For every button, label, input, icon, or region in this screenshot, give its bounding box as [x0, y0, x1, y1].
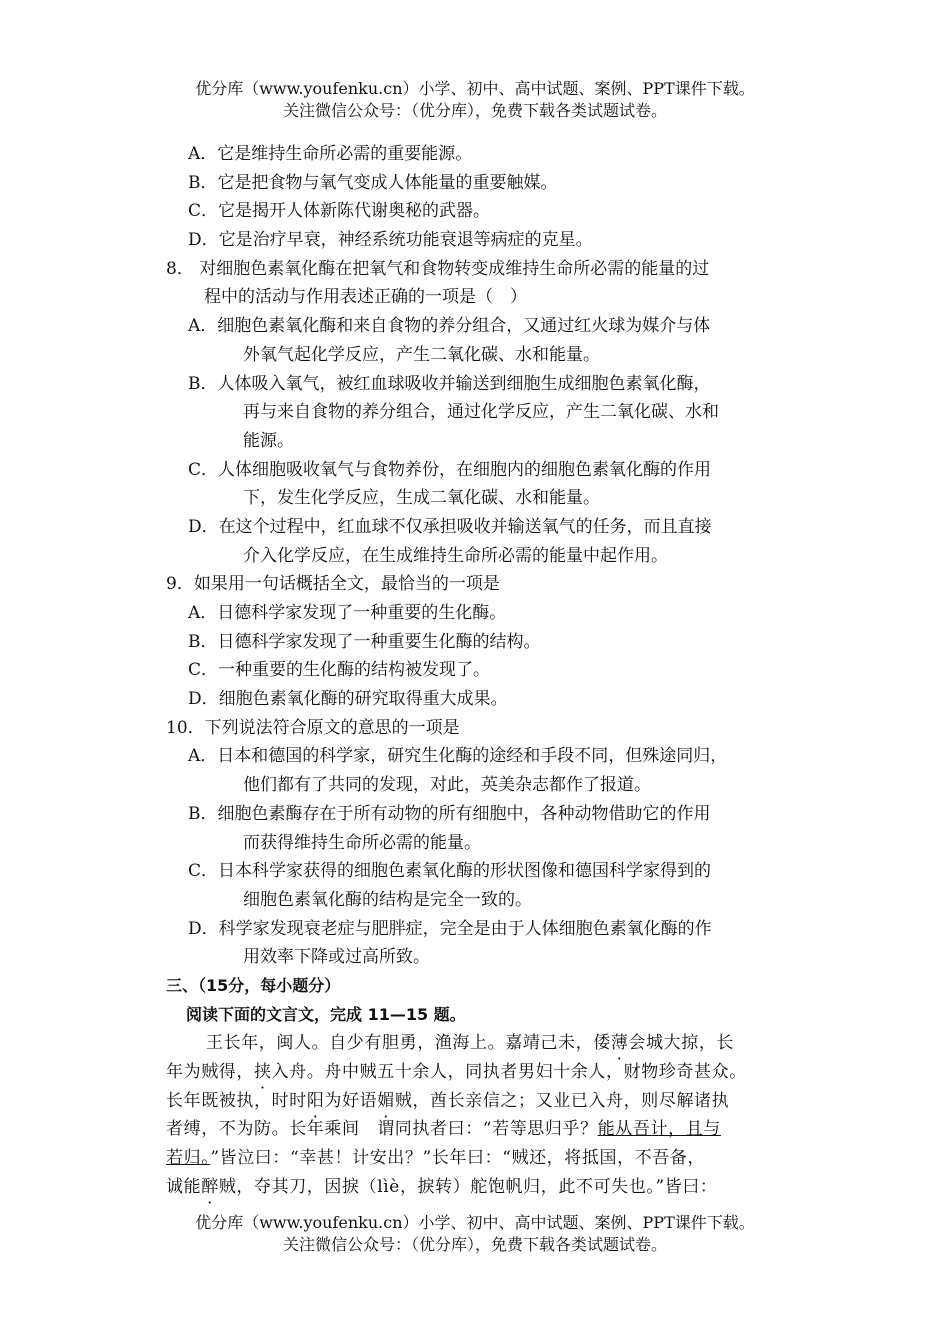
q9-option-a: A．日德科学家发现了一种重要的生化酶。 [188, 603, 507, 623]
underlined-sentence: 若归。 [166, 1148, 211, 1169]
document-body [166, 140, 796, 1201]
q10-option-b-line-2: 而获得维持生命所必需的能量。 [243, 832, 481, 853]
passage-text: 者缚，不为防。长年乘间 谓同执者曰：“若等思归乎？ [166, 1119, 598, 1140]
passage-text: 入舟。舟中贼五十余人，同执者男妇十余人，财物珍奇甚众。 [271, 1062, 747, 1082]
q9-option-b: B．日德科学家发现了一种重要生化酶的结构。 [188, 631, 541, 652]
emphasis-dot-char: 媚 [377, 1090, 395, 1111]
q8-option-d-line-1: D．在这个过程中，红血球不仅承担吸收并输送氧气的任务，而且直接 [188, 516, 712, 537]
footer-line-2: 关注微信公众号：（优分库），免费下载各类试题试卷。 [282, 1235, 667, 1254]
q8-option-b-line-2: 再与来自食物的养分组合，通过化学反应，产生二氧化碳、水和 [243, 402, 719, 423]
q8-stem-line-2: 程中的活动与作用表述正确的一项是（ ） [204, 287, 527, 308]
passage-line-6 [166, 1173, 796, 1202]
q10-option-a-line-1: A．日本和德国的科学家，研究生化酶的途经和手段不同，但殊途同归， [188, 746, 728, 767]
header-line-2: 关注微信公众号：（优分库），免费下载各类试题试卷。 [282, 101, 667, 120]
q10-option-c-line-1: C．日本科学家获得的细胞色素氧化酶的形状图像和德国科学家得到的 [188, 861, 712, 882]
q8-option-a-line-1: A．细胞色素氧化酶和来自食物的养分组合，又通过红火球为媒介与体 [188, 316, 711, 337]
passage-text: 诚能 [166, 1176, 202, 1197]
emphasis-dot-char: 挟 [254, 1062, 272, 1082]
q8-option-b-line-1: B．人体吸入氧气，被红血球吸收并输送到细胞生成细胞色素氧化酶， [188, 373, 711, 394]
passage-text: 为好语 [324, 1090, 378, 1111]
passage-text: 会城大掠，长 [628, 1033, 735, 1054]
header-line-1: 优分库（www.youfenku.cn）小学、初中、高中试题、案例、PPT课件下载。 [195, 79, 755, 98]
q8-option-c-line-2: 下，发生化学反应，生成二氧化碳、水和能量。 [243, 488, 600, 509]
passage-line-2 [166, 1058, 796, 1087]
q8-option-c-line-1: C．人体细胞吸收氧气与食物养份，在细胞内的细胞色素氧化酶的作用 [188, 459, 712, 480]
emphasis-dot-char: 醉 [201, 1176, 219, 1197]
emphasis-dot-char: 阳 [306, 1090, 325, 1111]
q10-option-d-line-1: D．科学家发现衰老症与肥胖症，完全是由于人体细胞色素氧化酶的作 [188, 918, 712, 939]
q9-stem: 9．如果用一句话概括全文，最恰当的一项是 [166, 574, 500, 595]
q7-option-a: A．它是维持生命所必需的重要能源。 [188, 144, 473, 164]
q9-option-d: D．细胞色素氧化酶的研究取得重大成果。 [188, 689, 508, 710]
passage-line-1 [166, 1029, 796, 1058]
passage-text: 王长年，闽人。自少有胆勇，渔海上。嘉靖己未，倭 [206, 1033, 611, 1054]
section-3-title: 三、（15分，每小题分） [166, 975, 341, 995]
q8-option-a-line-2: 外氧气起化学反应，产生二氧化碳、水和能量。 [243, 344, 600, 365]
q8-option-d-line-2: 介入化学反应，在生成维持生命所必需的能量中起作用。 [243, 545, 668, 566]
page-header [0, 78, 950, 122]
q10-option-a-line-2: 他们都有了共同的发现，对此，英美杂志都作了报道。 [243, 775, 651, 796]
q10-option-b-line-1: B．细胞色素酶存在于所有动物的所有细胞中，各种动物借助它的作用 [188, 803, 711, 824]
q7-option-c: C．它是揭开人体新陈代谢奥秘的武器。 [188, 201, 491, 222]
passage-text: 贼，夺其刀，因捩（lìè，捩转）舵饱帆归，此不可失也。”皆曰： [218, 1176, 718, 1197]
passage-line-5 [166, 1144, 796, 1173]
passage-text: 贼，酋长亲信之；又业已入舟，则尽解诸执 [394, 1090, 730, 1111]
q10-stem: 10．下列说法符合原文的意思的一项是 [166, 717, 460, 738]
passage-text: 年为贼得， [166, 1062, 254, 1082]
q8-option-b-line-3: 能源。 [243, 430, 294, 451]
q7-option-d: D．它是治疗早衰，神经系统功能衰退等病症的克星。 [188, 230, 593, 251]
footer-line-1: 优分库（www.youfenku.cn）小学、初中、高中试题、案例、PPT课件下载。 [195, 1213, 755, 1232]
passage-line-4 [166, 1115, 796, 1144]
underlined-sentence: 能从吾计，且与 [597, 1119, 721, 1140]
q7-option-b: B．它是把食物与氧气变成人体能量的重要触媒。 [188, 172, 558, 193]
emphasis-dot-char: 薄 [610, 1033, 629, 1054]
q9-option-c: C．一种重要的生化酶的结构被发现了。 [188, 660, 491, 681]
section-3-instruction: 阅读下面的文言文，完成 11—15 题。 [186, 1004, 466, 1024]
q8-stem-line-1: 8． 对细胞色素氧化酶在把氧气和食物转变成维持生命所必需的能量的过 [166, 258, 710, 279]
passage-text: ”皆泣曰：“幸甚！计安出？”长年曰：“贼还，将抵国，不吾备， [210, 1148, 706, 1169]
passage-text: 长年既被执，时时 [166, 1090, 307, 1111]
q10-option-d-line-2: 用效率下降或过高所致。 [243, 947, 430, 968]
page-footer [0, 1212, 950, 1256]
q10-option-c-line-2: 细胞色素氧化酶的结构是完全一致的。 [243, 889, 532, 910]
